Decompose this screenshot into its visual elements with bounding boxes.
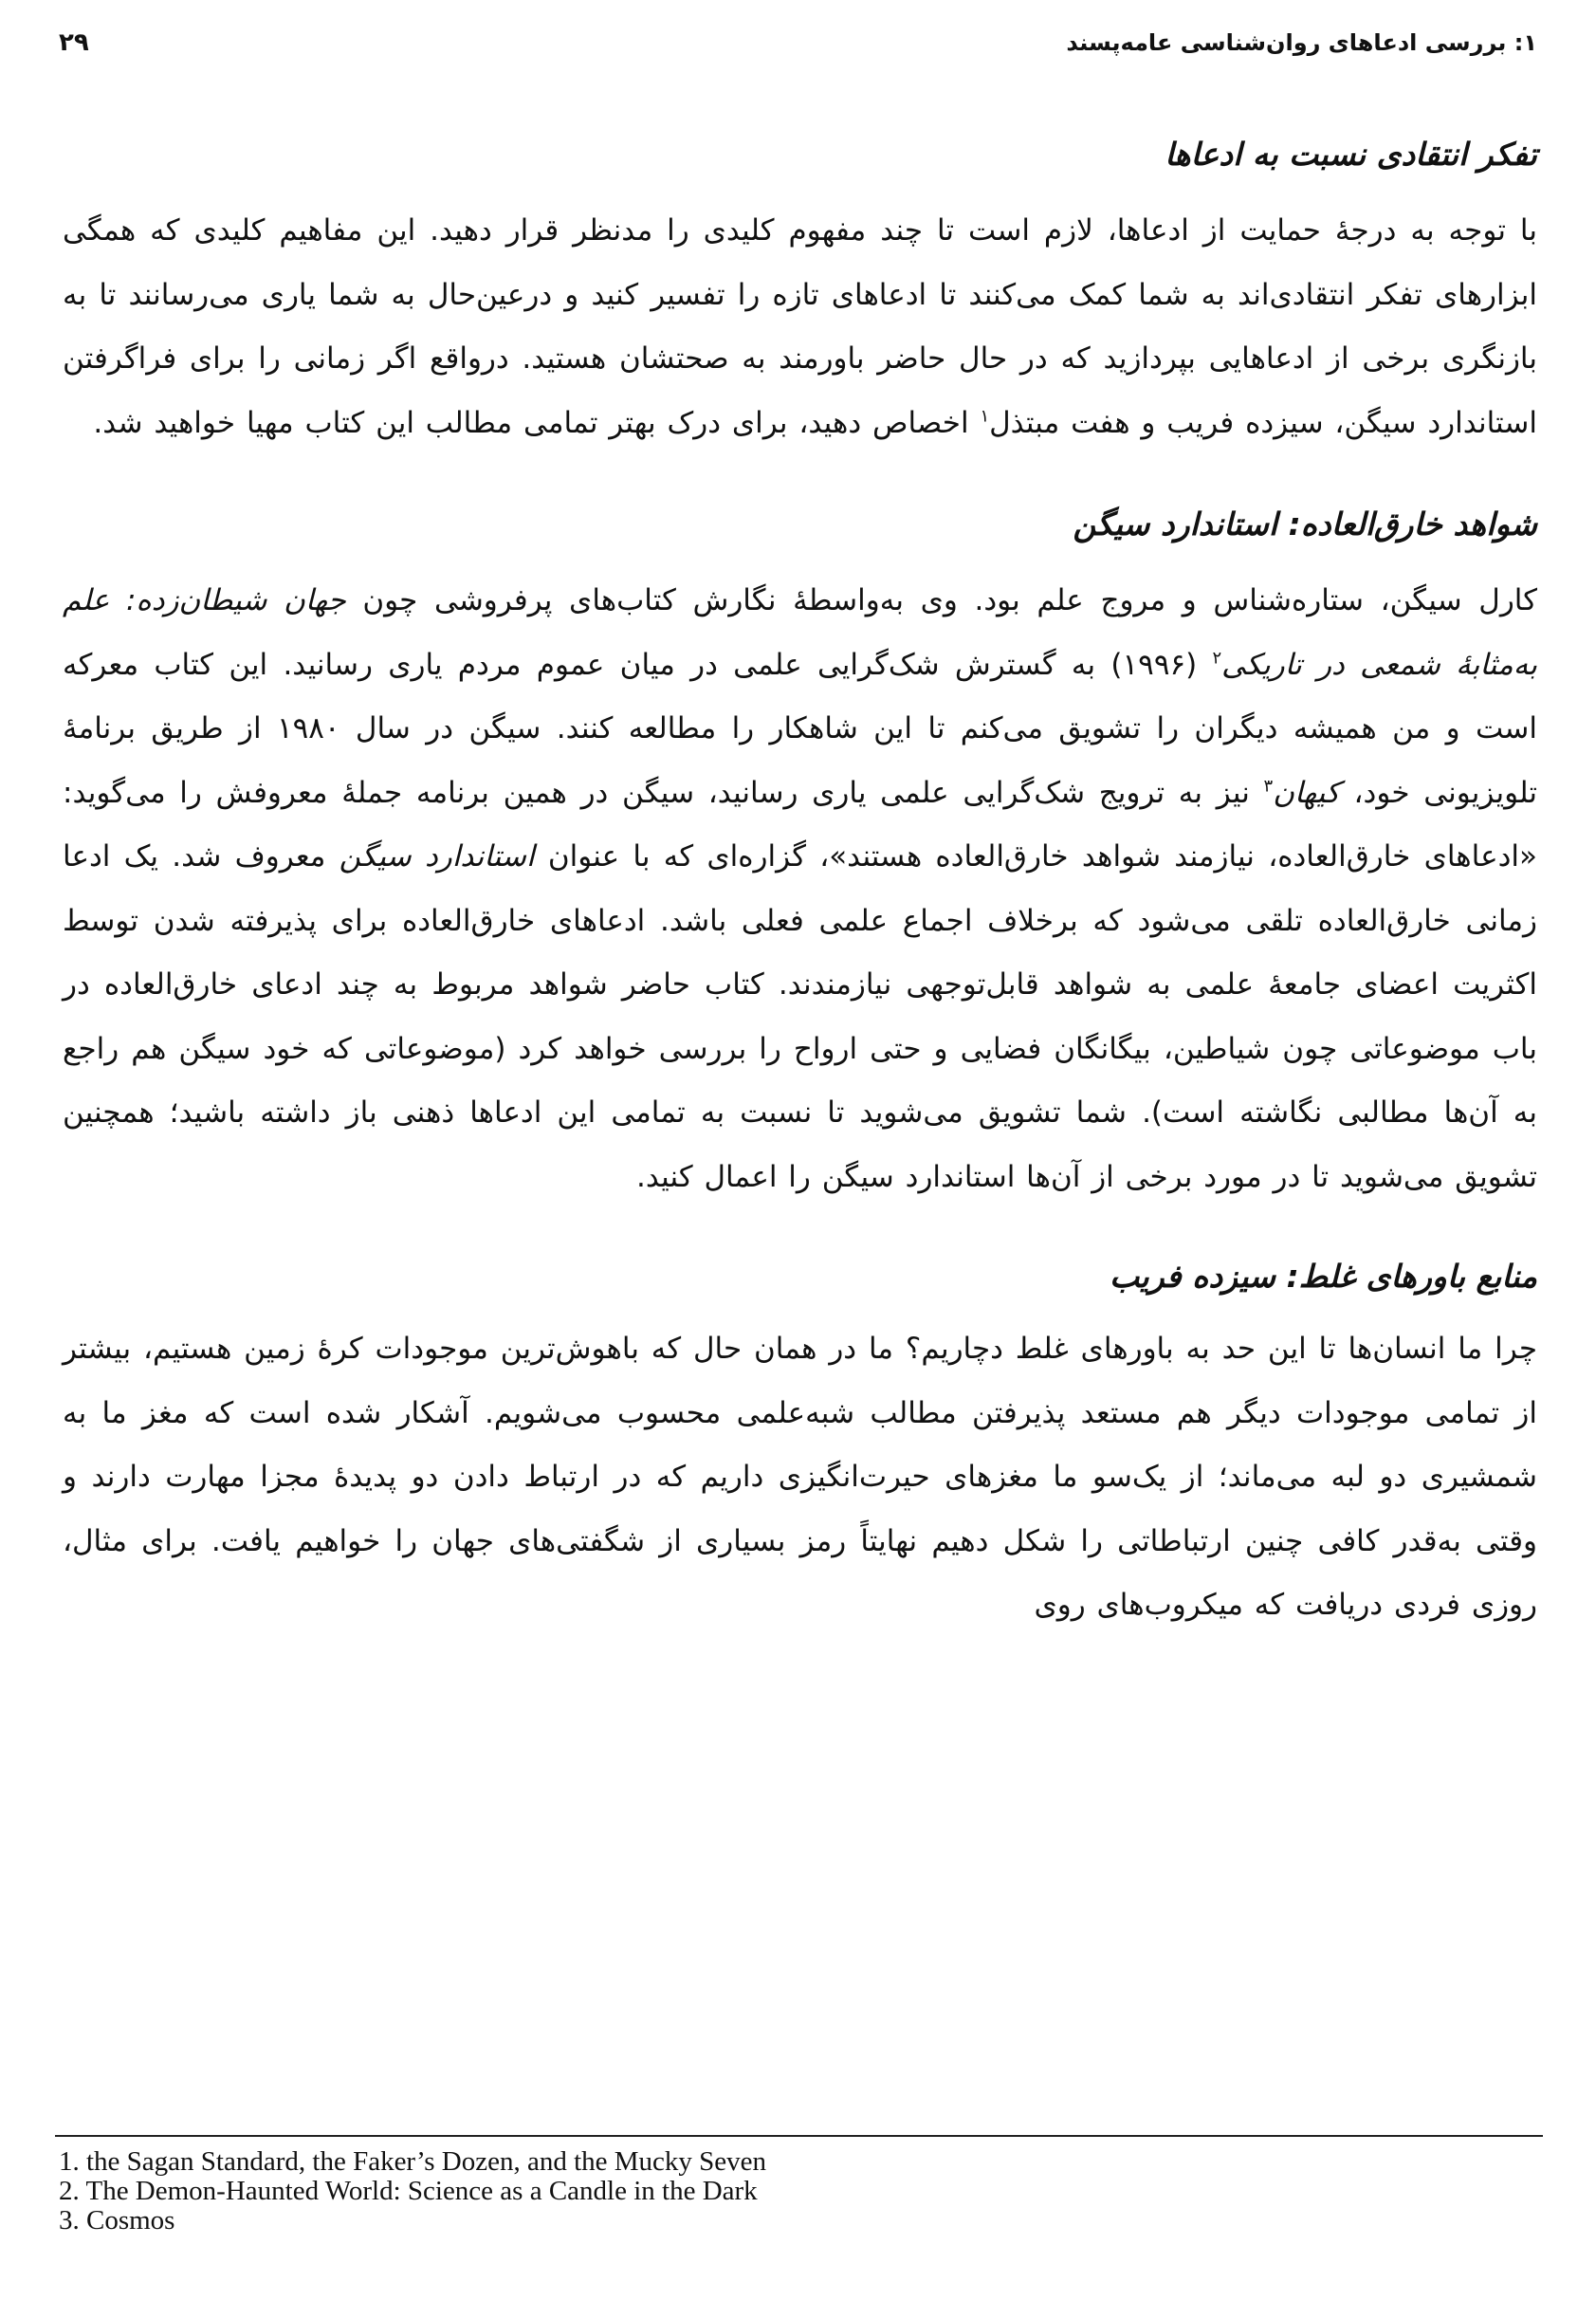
footnotes [59,2147,1537,2236]
section-heading-fakers-dozen: منابع باورهای غلط: سیزده فریب [1110,1258,1537,1295]
page-number: ۲۹ [59,28,89,57]
show-title-cosmos: کیهان [1273,775,1340,810]
running-header [59,28,1537,66]
paragraph-text: (۱۹۹۶) به گسترش شک‌گرایی علمی در میان عموم مردم یاری رسانید. این کتاب معرکه است و من همیشه دیگران را تشویق می‌کنم تا این شاهکار را مطالعه کنند. سیگن در سال ۱۹۸۰ از طریق برنامهٔ تلویزیونی خود، [63,647,1538,810]
paragraph-text: کارل سیگن، ستاره‌شناس و مروج علم بود. وی به‌واسطهٔ نگارش کتاب‌های پرفروشی چون [345,583,1537,617]
paragraph-text: اخصاص دهید، برای درک بهتر تمامی مطالب این کتاب مهیا خواهید شد. [93,405,981,440]
footnote-3: 3. Cosmos [59,2205,175,2236]
footnote-2: 2. The Demon-Haunted World: Science as a Candle in the Dark [59,2176,758,2206]
footnote-1: 1. the Sagan Standard, the Faker’s Dozen, and the Mucky Seven [59,2146,767,2177]
term-sagan-standard: استاندارد سیگن [339,839,535,874]
paragraph-text: نیز به ترویج شک‌گرایی علمی یاری رسانید، سیگن در همین برنامه جملهٔ معروفش را می‌گوید: «ادعاهای خارق‌العاده، نیازمند شواهد خارق‌العاده هستند»، گزاره‌ای که با عنوان [63,775,1537,874]
footnote-ref-3: ۳ [1263,776,1274,797]
footnote-ref-1: ۱ [980,406,990,427]
body-text [63,123,1537,1638]
section-heading-critical-thinking: تفکر انتقادی نسبت به ادعاها [1165,136,1537,173]
running-title: ۱: بررسی ادعاهای روان‌شناسی عامه‌پسند [1066,29,1537,56]
book-title-demon-haunted-world: جهان شیطان‌زده: علم به‌مثابهٔ شمعی در تاریکی [63,583,1537,682]
paragraph-text: با توجه به درجهٔ حمایت از ادعاها، لازم است تا چند مفهوم کلیدی را مدنظر قرار دهید. این مفاهیم کلیدی که همگی ابزارهای تفکر انتقادی‌اند به شما کمک می‌کنند تا ادعاهای تازه را تفسیر کنید و درعین‌حال به شما یاری می‌رسانند تا به بازنگری برخی از ادعاهایی بپردازید که در حال حاضر باورمند به صحتشان هستید. درواقع اگر زمانی را برای فراگرفتن استاندارد سیگن، سیزده فریب و هفت مبتذل [63,213,1537,440]
paragraph-critical-thinking [63,199,1537,455]
paragraph-sagan-standard [63,569,1537,1209]
paragraph-text: معروف شد. یک ادعا زمانی خارق‌العاده تلقی می‌شود که برخلاف اجماع علمی فعلی باشد. ادعاهای خارق‌العاده برای پذیرفته شدن توسط اکثریت اعضای جامعهٔ علمی به شواهد قابل‌توجهی نیازمندند. کتاب حاضر شواهد مربوط به چند ادعای خارق‌العاده در باب موضوعاتی چون شیاطین، بیگانگان فضایی و حتی ارواح را بررسی خواهد کرد (موضوعاتی که خود سیگن هم راجع به آن‌ها مطالبی نگاشته است). شما تشویق می‌شوید تا نسبت به تمامی این ادعاها ذهنی باز داشته باشید؛ همچنین تشویق می‌شوید تا در مورد برخی از آن‌ها استاندارد سیگن را اعمال کنید. [63,839,1537,1194]
footnote-ref-2: ۲ [1212,648,1222,669]
section-heading-sagan-standard: شواهد خارق‌العاده: استاندارد سیگن [1073,506,1537,543]
paragraph-fakers-dozen: چرا ما انسان‌ها تا این حد به باورهای غلط دچاریم؟ ما در همان حال که باهوش‌ترین موجودات کرهٔ زمین هستیم، بیشتر از تمامی موجودات دیگر هم مستعد پذیرفتن مطالب شبه‌علمی محسوب می‌شویم. آشکار شده است که مغز ما به شمشیری دو لبه می‌ماند؛ از یک‌سو ما مغزهای حیرت‌انگیزی داریم که در ارتباط دادن دو پدیدهٔ مجزا مهارت دارند و وقتی به‌قدر کافی چنین ارتباطاتی را شکل دهیم نهایتاً رمز بسیاری از شگفتی‌های جهان را خواهیم یافت. برای مثال، روزی فردی دریافت که میکروب‌های روی [63,1332,1537,1622]
footnote-divider [55,2135,1543,2137]
